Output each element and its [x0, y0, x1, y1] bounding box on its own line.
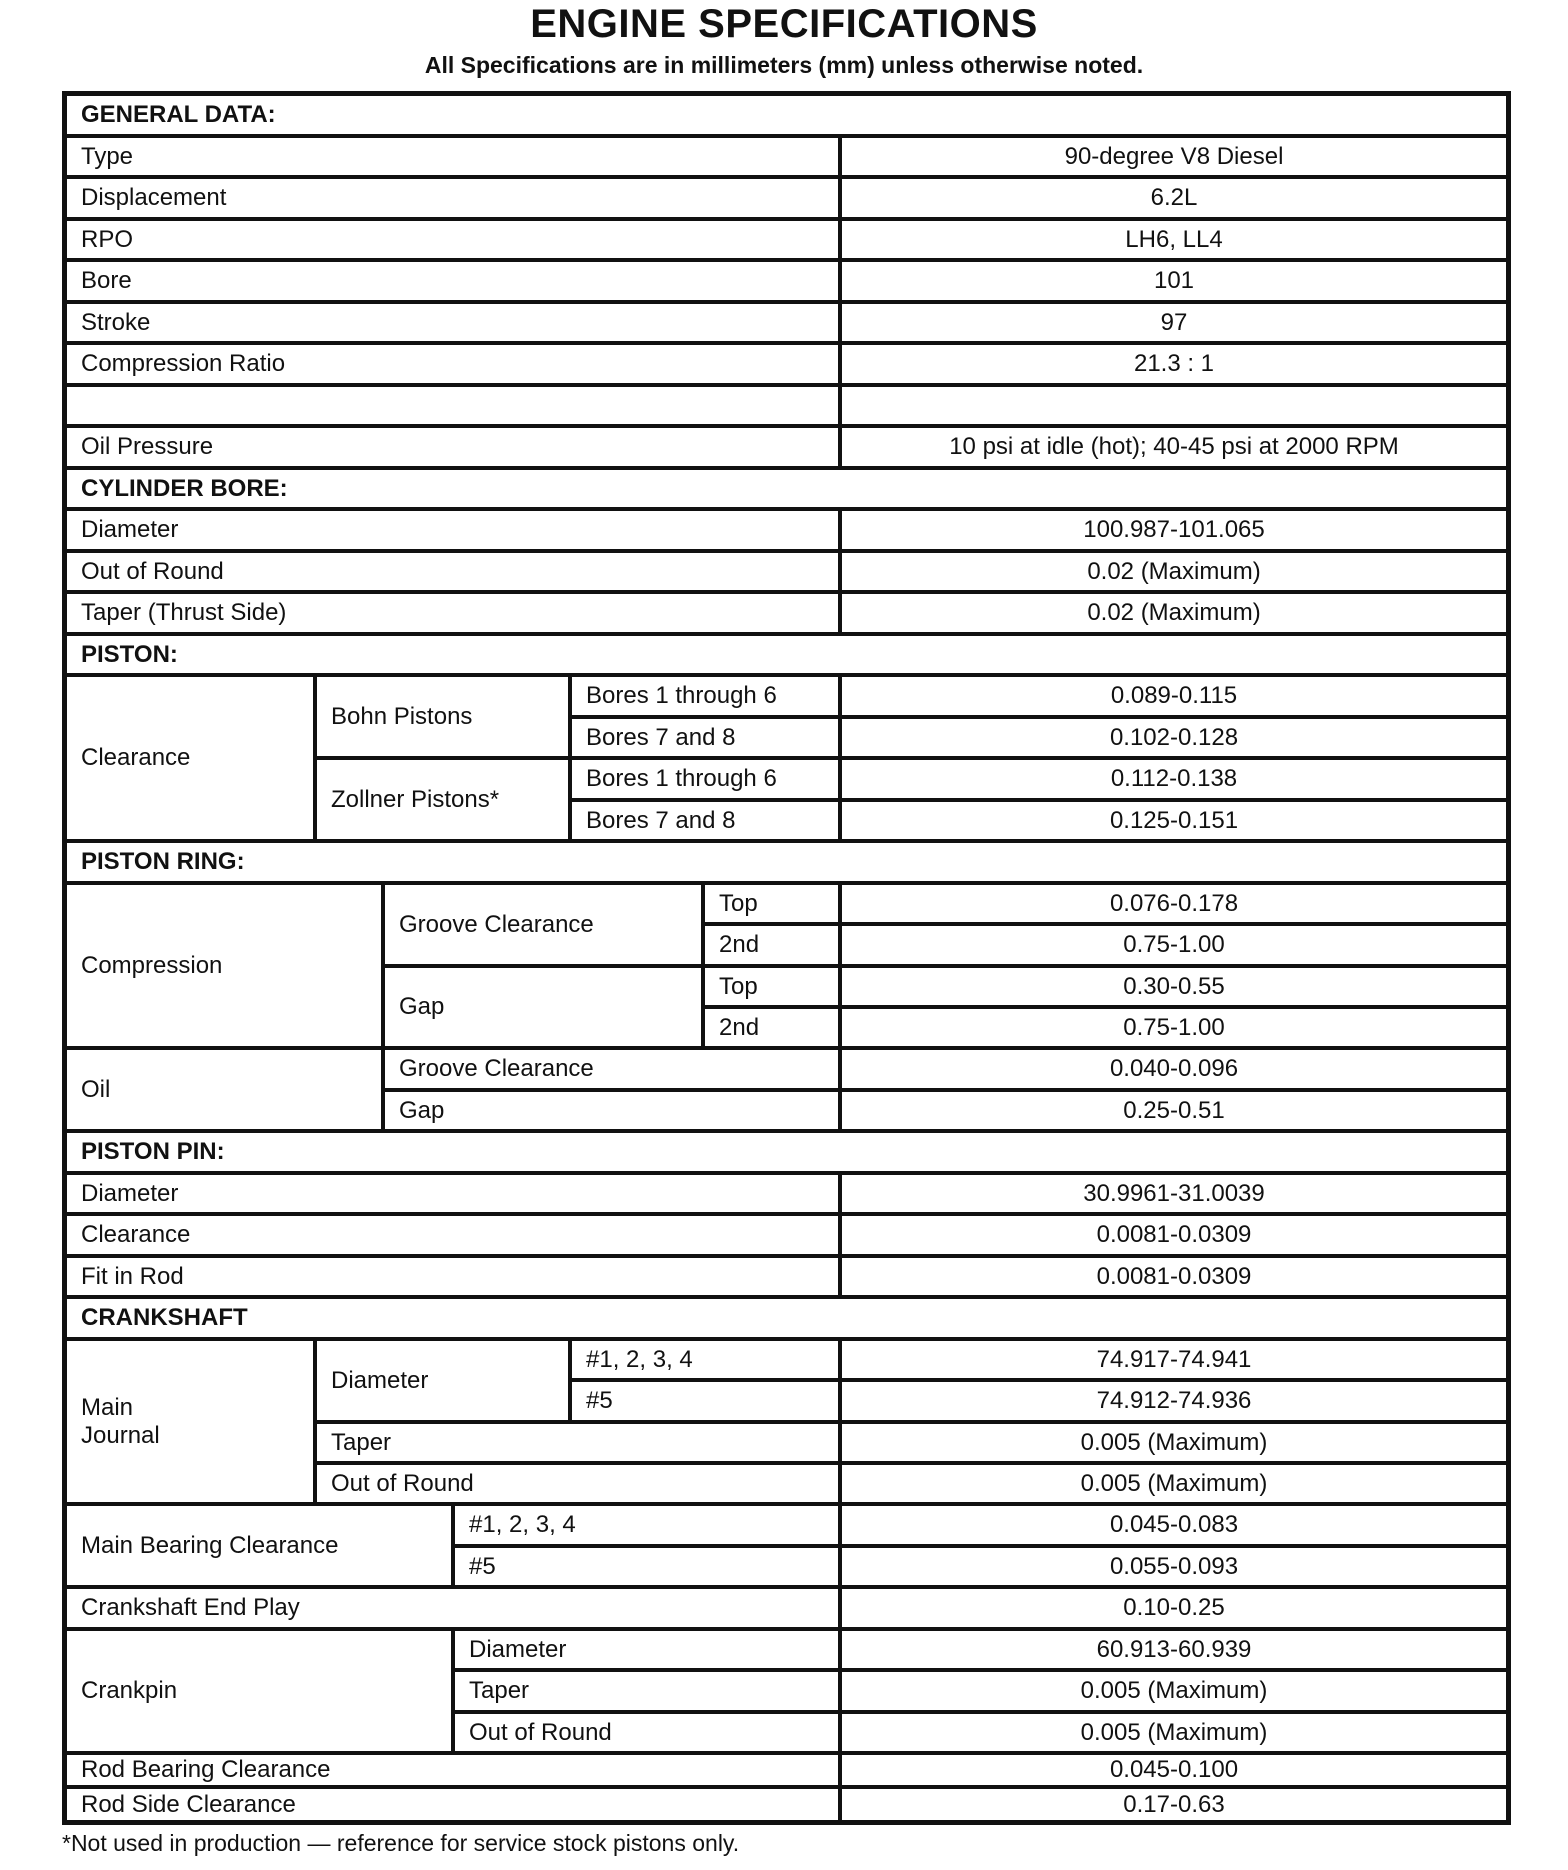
comp-gap-top-label: Top	[703, 966, 840, 1007]
oil-pressure-label: Oil Pressure	[65, 426, 840, 468]
bohn-bores-1-6-label: Bores 1 through 6	[570, 675, 840, 717]
zollner-pistons-label: Zollner Pistons*	[315, 758, 570, 841]
crankpin-diameter-value: 60.913-60.939	[840, 1629, 1508, 1670]
comp-groove-top-value: 0.076-0.178	[840, 883, 1508, 924]
zollner-bores-1-6-label: Bores 1 through 6	[570, 758, 840, 800]
mbc-5-label: #5	[453, 1546, 840, 1587]
fit-in-rod-value: 0.0081-0.0309	[840, 1256, 1508, 1297]
main-journal-diameter-label: Diameter	[315, 1339, 570, 1422]
oil-gap-label: Gap	[383, 1090, 840, 1131]
page-title: ENGINE SPECIFICATIONS	[530, 2, 1038, 46]
oil-groove-clearance-label: Groove Clearance	[383, 1048, 840, 1090]
bohn-bores-7-8-value: 0.102-0.128	[840, 717, 1508, 758]
comp-groove-top-label: Top	[703, 883, 840, 924]
pin-diameter-value: 30.9961-31.0039	[840, 1173, 1508, 1214]
bore-out-of-round-value: 0.02 (Maximum)	[840, 551, 1508, 592]
bohn-bores-1-6-value: 0.089-0.115	[840, 675, 1508, 717]
crankshaft-end-play-value: 0.10-0.25	[840, 1587, 1508, 1629]
comp-gap-2nd-value: 0.75-1.00	[840, 1007, 1508, 1048]
spec-table	[62, 91, 1511, 1825]
empty-row-label	[65, 385, 840, 426]
bore-taper-value: 0.02 (Maximum)	[840, 592, 1508, 634]
fit-in-rod-label: Fit in Rod	[65, 1256, 840, 1297]
main-journal-5-value: 74.912-74.936	[840, 1380, 1508, 1422]
page-subtitle: All Specifications are in millimeters (mm) unless otherwise noted.	[424, 52, 1144, 78]
main-journal-taper-value: 0.005 (Maximum)	[840, 1422, 1508, 1463]
type-value: 90-degree V8 Diesel	[840, 136, 1508, 177]
main-journal-1234-label: #1, 2, 3, 4	[570, 1339, 840, 1380]
compression-ring-label: Compression	[65, 883, 383, 1048]
piston-clearance-label: Clearance	[65, 675, 315, 841]
oil-gap-value: 0.25-0.51	[840, 1090, 1508, 1131]
comp-groove-2nd-label: 2nd	[703, 924, 840, 966]
compression-ratio-label: Compression Ratio	[65, 343, 840, 385]
rod-side-clearance-label: Rod Side Clearance	[65, 1787, 840, 1822]
crankpin-out-of-round-value: 0.005 (Maximum)	[840, 1712, 1508, 1753]
comp-gap-top-value: 0.30-0.55	[840, 966, 1508, 1007]
section-piston: PISTON:	[65, 634, 1508, 675]
main-journal-label: Main Journal	[65, 1339, 315, 1504]
bohn-bores-7-8-label: Bores 7 and 8	[570, 717, 840, 758]
comp-gap-2nd-label: 2nd	[703, 1007, 840, 1048]
main-journal-1234-value: 74.917-74.941	[840, 1339, 1508, 1380]
footnote: *Not used in production — reference for service stock pistons only.	[62, 1830, 740, 1856]
type-label: Type	[65, 136, 840, 177]
crankpin-diameter-label: Diameter	[453, 1629, 840, 1670]
oil-pressure-value: 10 psi at idle (hot); 40-45 psi at 2000 RPM	[840, 426, 1508, 468]
zollner-bores-1-6-value: 0.112-0.138	[840, 758, 1508, 800]
rod-bearing-clearance-label: Rod Bearing Clearance	[65, 1753, 840, 1787]
bore-out-of-round-label: Out of Round	[65, 551, 840, 592]
bohn-pistons-label: Bohn Pistons	[315, 675, 570, 758]
section-crankshaft: CRANKSHAFT	[65, 1297, 1508, 1339]
section-piston-pin: PISTON PIN:	[65, 1131, 1508, 1173]
comp-groove-2nd-value: 0.75-1.00	[840, 924, 1508, 966]
pin-clearance-label: Clearance	[65, 1214, 840, 1256]
pin-clearance-value: 0.0081-0.0309	[840, 1214, 1508, 1256]
crankpin-taper-value: 0.005 (Maximum)	[840, 1670, 1508, 1712]
compression-ratio-value: 21.3 : 1	[840, 343, 1508, 385]
bore-diameter-value: 100.987-101.065	[840, 509, 1508, 551]
zollner-bores-7-8-value: 0.125-0.151	[840, 800, 1508, 841]
empty-row-value	[840, 385, 1508, 426]
mbc-1234-label: #1, 2, 3, 4	[453, 1504, 840, 1546]
comp-gap-label: Gap	[383, 966, 703, 1048]
crankpin-taper-label: Taper	[453, 1670, 840, 1712]
comp-groove-clearance-label: Groove Clearance	[383, 883, 703, 966]
main-journal-taper-label: Taper	[315, 1422, 840, 1463]
mbc-1234-value: 0.045-0.083	[840, 1504, 1508, 1546]
crankpin-label: Crankpin	[65, 1629, 453, 1753]
displacement-label: Displacement	[65, 177, 840, 219]
crankshaft-end-play-label: Crankshaft End Play	[65, 1587, 840, 1629]
displacement-value: 6.2L	[840, 177, 1508, 219]
pin-diameter-label: Diameter	[65, 1173, 840, 1214]
stroke-label: Stroke	[65, 302, 840, 343]
section-general-data: GENERAL DATA:	[65, 94, 1508, 136]
main-journal-out-of-round-label: Out of Round	[315, 1463, 840, 1504]
section-piston-ring: PISTON RING:	[65, 841, 1508, 883]
zollner-bores-7-8-label: Bores 7 and 8	[570, 800, 840, 841]
rpo-label: RPO	[65, 219, 840, 260]
oil-groove-clearance-value: 0.040-0.096	[840, 1048, 1508, 1090]
main-bearing-clearance-label: Main Bearing Clearance	[65, 1504, 453, 1587]
bore-value: 101	[840, 260, 1508, 302]
bore-label: Bore	[65, 260, 840, 302]
oil-ring-label: Oil	[65, 1048, 383, 1131]
main-journal-5-label: #5	[570, 1380, 840, 1422]
rpo-value: LH6, LL4	[840, 219, 1508, 260]
stroke-value: 97	[840, 302, 1508, 343]
rod-side-clearance-value: 0.17-0.63	[840, 1787, 1508, 1822]
crankpin-out-of-round-label: Out of Round	[453, 1712, 840, 1753]
rod-bearing-clearance-value: 0.045-0.100	[840, 1753, 1508, 1787]
section-cylinder-bore: CYLINDER BORE:	[65, 468, 1508, 509]
mbc-5-value: 0.055-0.093	[840, 1546, 1508, 1587]
bore-taper-label: Taper (Thrust Side)	[65, 592, 840, 634]
main-journal-out-of-round-value: 0.005 (Maximum)	[840, 1463, 1508, 1504]
bore-diameter-label: Diameter	[65, 509, 840, 551]
